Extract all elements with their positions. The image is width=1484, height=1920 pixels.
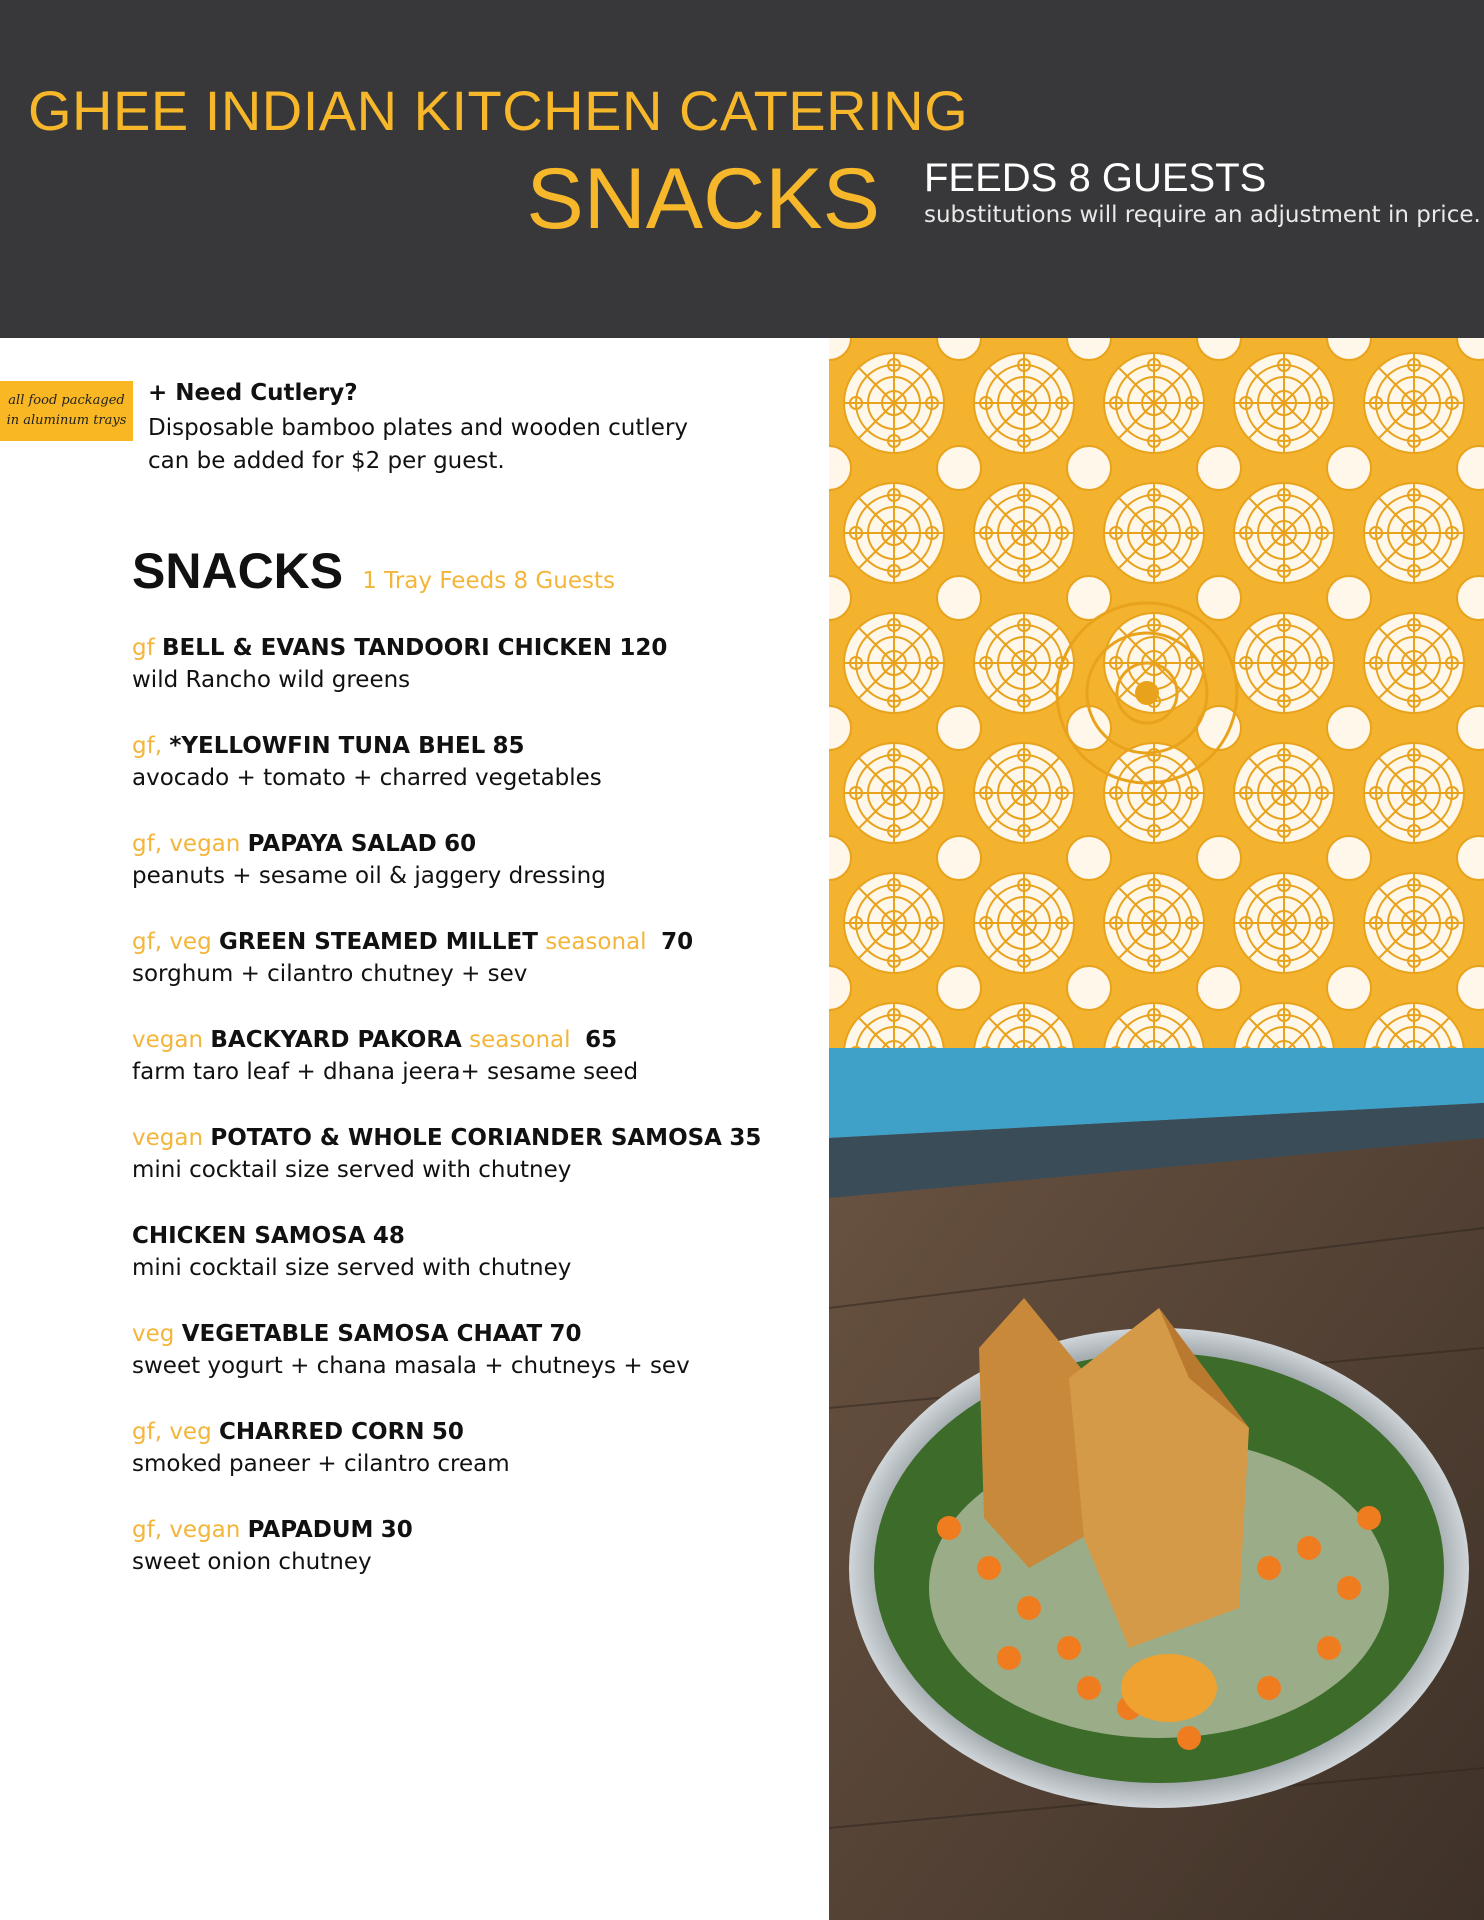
cutlery-line-1: Disposable bamboo plates and wooden cutlery bbox=[148, 415, 689, 441]
item-description: wild Rancho wild greens bbox=[132, 667, 411, 693]
section-subtitle: 1 Tray Feeds 8 Guests bbox=[362, 568, 615, 594]
menu-item bbox=[132, 926, 812, 1024]
mandala-pattern-graphic bbox=[829, 338, 1484, 1048]
section-title: SNACKS bbox=[132, 543, 344, 599]
item-name: *YELLOWFIN TUNA BHEL bbox=[169, 733, 486, 759]
badge-line-1: all food packaged bbox=[8, 393, 125, 408]
diet-tag: gf, vegan bbox=[132, 831, 241, 857]
mandala-pattern-image bbox=[829, 338, 1484, 1048]
item-price: 50 bbox=[431, 1419, 464, 1445]
item-price: 48 bbox=[372, 1223, 405, 1249]
item-name: POTATO & WHOLE CORIANDER SAMOSA bbox=[210, 1125, 722, 1151]
diet-tag: gf, vegan bbox=[132, 1517, 241, 1543]
diet-tag: veg bbox=[132, 1321, 175, 1347]
item-description: mini cocktail size served with chutney bbox=[132, 1255, 572, 1281]
section-header bbox=[132, 542, 615, 600]
diet-tag: gf, veg bbox=[132, 1419, 212, 1445]
item-name: CHICKEN SAMOSA bbox=[132, 1223, 366, 1249]
item-name: PAPADUM bbox=[247, 1517, 374, 1543]
seasonal-tag: seasonal bbox=[545, 929, 647, 955]
diet-tag: gf, veg bbox=[132, 929, 212, 955]
menu-item bbox=[132, 1514, 812, 1612]
substitution-note: substitutions will require an adjustment in price. bbox=[924, 202, 1481, 228]
item-description: peanuts + sesame oil & jaggery dressing bbox=[132, 863, 606, 889]
cutlery-description bbox=[148, 412, 708, 478]
header-banner bbox=[0, 0, 1484, 338]
diet-tag: gf, bbox=[132, 733, 163, 759]
item-description: mini cocktail size served with chutney bbox=[132, 1157, 572, 1183]
menu-list bbox=[132, 632, 812, 1612]
samosa-chaat-photo bbox=[829, 1048, 1484, 1920]
item-price: 30 bbox=[380, 1517, 413, 1543]
item-name: BELL & EVANS TANDOORI CHICKEN bbox=[162, 635, 612, 661]
item-description: farm taro leaf + dhana jeera+ sesame seed bbox=[132, 1059, 639, 1085]
item-price: 65 bbox=[585, 1027, 618, 1053]
item-price: 70 bbox=[661, 929, 694, 955]
brand-name: GHEE INDIAN KITCHEN CATERING bbox=[28, 79, 969, 142]
menu-item bbox=[132, 828, 812, 926]
item-description: smoked paneer + cilantro cream bbox=[132, 1451, 510, 1477]
item-description: sweet yogurt + chana masala + chutneys + sev bbox=[132, 1353, 690, 1379]
menu-item bbox=[132, 1416, 812, 1514]
seasonal-tag: seasonal bbox=[469, 1027, 571, 1053]
menu-item bbox=[132, 632, 812, 730]
item-price: 120 bbox=[619, 635, 668, 661]
item-price: 35 bbox=[729, 1125, 762, 1151]
item-name: BACKYARD PAKORA bbox=[210, 1027, 462, 1053]
menu-item bbox=[132, 1122, 812, 1220]
item-description: sorghum + cilantro chutney + sev bbox=[132, 961, 528, 987]
item-name: VEGETABLE SAMOSA CHAAT bbox=[181, 1321, 543, 1347]
menu-item bbox=[132, 1318, 812, 1416]
menu-item bbox=[132, 730, 812, 828]
diet-tag: vegan bbox=[132, 1125, 204, 1151]
item-price: 70 bbox=[549, 1321, 582, 1347]
diet-tag: vegan bbox=[132, 1027, 204, 1053]
item-description: sweet onion chutney bbox=[132, 1549, 372, 1575]
packaging-badge bbox=[0, 381, 133, 441]
item-name: CHARRED CORN bbox=[219, 1419, 425, 1445]
page-title: SNACKS bbox=[526, 151, 880, 247]
cutlery-line-2: can be added for $2 per guest. bbox=[148, 448, 505, 474]
item-name: GREEN STEAMED MILLET bbox=[219, 929, 538, 955]
feeds-count: FEEDS 8 GUESTS bbox=[924, 156, 1267, 200]
menu-item bbox=[132, 1024, 812, 1122]
samosa-chaat-graphic bbox=[829, 1048, 1484, 1920]
item-price: 60 bbox=[444, 831, 477, 857]
item-name: PAPAYA SALAD bbox=[247, 831, 437, 857]
badge-line-2: in aluminum trays bbox=[6, 413, 127, 428]
cutlery-title: + Need Cutlery? bbox=[148, 380, 358, 406]
menu-item bbox=[132, 1220, 812, 1318]
item-price: 85 bbox=[492, 733, 525, 759]
item-description: avocado + tomato + charred vegetables bbox=[132, 765, 602, 791]
diet-tag: gf bbox=[132, 635, 155, 661]
